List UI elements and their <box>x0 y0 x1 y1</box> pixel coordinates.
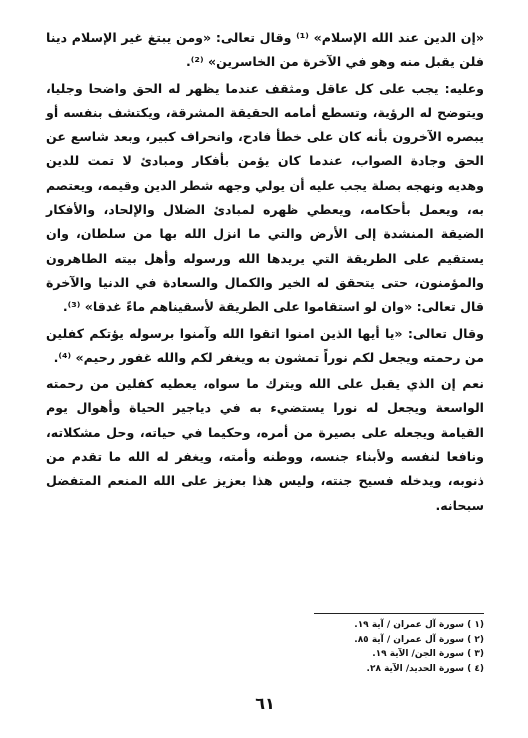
paragraph-conclusion: نعم إن الذي يقبل على الله ويترك ما سواه، يعطيه كفلين من رحمته الواسعة ويجعل له نورا يستضيء به في دياجير الحياة وأهوال يوم القيامة ويجعله على بصيرة من أمره، وحكيما في حياته، وحل مشكلاته، ونافعا لنفسه ولأبناء جنسه، ووطنه وأمته، ويغفر له الله ما تقدم من ذنوبه، ويدخله فسيح جنته، وليس هذا بعزيز على الله المنعم المتفضل سبحانه. <box>46 376 484 513</box>
footnote-1: (١ ) سورة آل عمران / آية ١٩. <box>354 620 484 630</box>
footnote-4: (٤ ) سورة الحديد/ الآية ٢٨. <box>366 663 484 674</box>
page-number: ٦١ <box>255 694 275 713</box>
paragraph-quran-believers: وقال تعالى: «يا أيها الذين امنوا اتقوا الله وآمنوا برسوله يؤتكم كفلين من رحمته ويجعل لكم نوراً تمشون به ويغفر لكم والله غفور رحيم» ⁽⁴⁾. <box>46 325 484 365</box>
paragraph-duty-of-rational: وعليه: يجب على كل عاقل ومثقف عندما يظهر له الحق واضحا وجليا، ويتوضح له الرؤية، وتسطع أمامه الحقيقة المشرقة، ويكتشف بنفسه أو يبصره الآخرون بأنه كان على خطأ فادح، وانحراف كبير، وبعد شاسع عن الحق وجادة الصواب، عندما كان يؤمن بأفكار ومبادئ لا تمت للدين وهديه ونهجه بصلة يجب عليه أن يولي وجهه شطر الدين وقيمه، ويعتصم به، ويعمل بأحكامه، ويعطي ظهره لمبادئ الضلال والإلحاد، والأفكار الضيقة المنشدة إلى الأرض والتي ما انزل الله بها من سلطان، وان يستقيم على الطريقة التي يريدها الله ورسوله وأهل بيته الطاهرون والمؤمنون، حتى يتحقق له الخير والكمال والسعادة في الدنيا والآخرة قال تعالى: «وان لو استقاموا على الطريقة لأسقيناهم ماءً غدقا» ⁽³⁾. <box>46 80 484 315</box>
footnote-separator <box>314 613 484 614</box>
footnotes <box>284 618 484 676</box>
paragraph-quran-islam: «إن الدين عند الله الإسلام» ⁽¹⁾ وقال تعالى: «ومن يبتغ غير الإسلام دينا فلن يقبل منه وهو في الآخرة من الخاسرين» ⁽²⁾. <box>46 30 485 70</box>
book-page <box>46 26 484 716</box>
footnote-3: (٣ ) سورة الجن/ الآية ١٩. <box>372 649 484 660</box>
footnote-2: (٢ ) سورة آل عمران / آية ٨٥. <box>354 634 484 645</box>
body-text <box>46 26 484 518</box>
